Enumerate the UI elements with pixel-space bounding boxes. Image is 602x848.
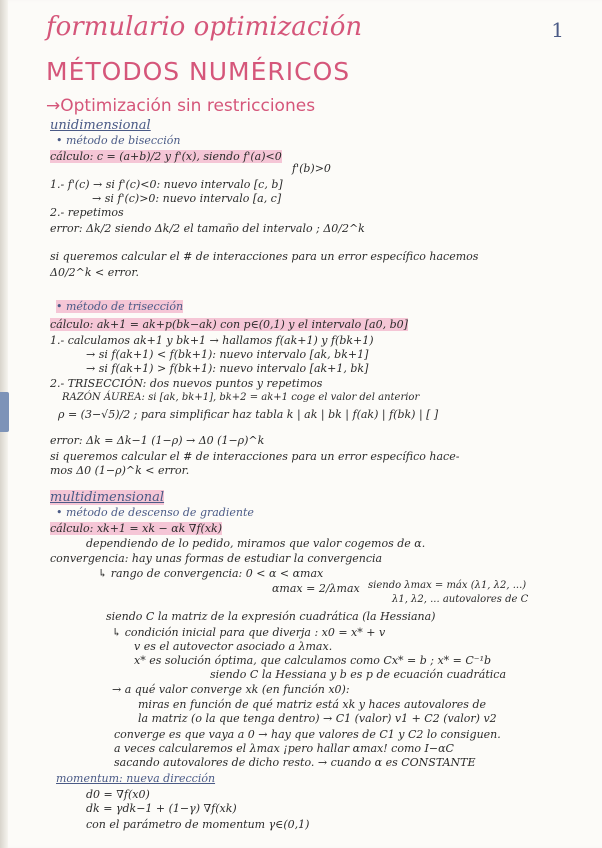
bisection-error: error: Δk/2 siendo Δk/2 el tamaño del intervalo ; Δ0/2^k (50, 222, 365, 235)
section-heading: →Optimización sin restricciones (46, 96, 316, 116)
gradient-xstar: x* es solución óptima, que calculamos como Cx* = b ; x* = C⁻¹b (134, 654, 492, 667)
gradient-vdef: v es el autovector asociado a λmax. (134, 640, 333, 653)
page-subtitle: MÉTODOS NUMÉRICOS (46, 57, 351, 86)
trisection-title (56, 300, 183, 313)
momentum-d0: d0 = ∇f(x0) (86, 788, 150, 801)
gradient-look-2: la matriz (o la que tenga dentro) → C1 (valor) v1 + C2 (valor) v2 (138, 712, 497, 725)
bisection-step1b: → si f'(c)>0: nuevo intervalo [a, c] (92, 192, 282, 205)
trisection-note-1: si queremos calcular el # de interacciones para un error específico hace- (50, 450, 460, 463)
gradient-xstar2: siendo C la Hessiana y b es p de ecuación cuadrática (210, 668, 507, 681)
gradient-init: ↳ condición inicial para que diverja : x0 = x* + v (112, 626, 386, 639)
gradient-saca: sacando autovalores de dicho resto. → cuando α es CONSTANTE (114, 756, 476, 769)
trisection-step2: 2.- TRISECCIÓN: dos nuevos puntos y repetimos (50, 377, 323, 390)
bisection-calc (50, 150, 282, 163)
momentum-param: con el parámetro de momentum γ∈(0,1) (86, 818, 310, 831)
trisection-step1a: → si f(ak+1) < f(bk+1): nuevo intervalo [ak, bk+1] (86, 348, 369, 361)
momentum-dk: dk = γdk−1 + (1−γ) ∇f(xk) (86, 802, 237, 815)
trisection-step1b: → si f(ak+1) > f(bk+1): nuevo intervalo [ak+1, bk] (86, 362, 369, 375)
bisection-cond-2: f'(b)>0 (292, 162, 331, 175)
uni-heading: unidimensional (50, 118, 151, 133)
momentum-title: momentum: nueva dirección (56, 772, 216, 785)
gradient-title: • método de descenso de gradiente (56, 506, 254, 519)
page-title: formulario optimización (46, 12, 363, 42)
gradient-conv2: converge es que vaya a 0 → hay que valores de C1 y C2 lo consiguen. (114, 728, 501, 741)
gradient-cdef: siendo C la matriz de la expresión cuadrática (la Hessiana) (106, 610, 436, 623)
gradient-range: ↳ rango de convergencia: 0 < α < αmax (98, 567, 324, 580)
trisection-step1: 1.- calculamos ak+1 y bk+1 → hallamos f(ak+1) y f(bk+1) (50, 334, 374, 347)
page-tab-marker (0, 392, 9, 432)
gradient-conv: convergencia: hay unas formas de estudiar la convergencia (50, 552, 383, 565)
gradient-calc (50, 522, 222, 535)
bisection-calc-text: cálculo: c = (a+b)/2 y f'(x), siendo f'(a)<0 (50, 150, 282, 163)
bisection-step2: 2.- repetimos (50, 206, 124, 219)
trisection-golden: RAZÓN ÁUREA: si [ak, bk+1], bk+2 = ak+1 coge el valor del anterior (62, 392, 420, 403)
page-number: 1 (551, 18, 564, 42)
gradient-amax: αmax = 2/λmax (272, 582, 360, 595)
multi-heading (50, 490, 164, 505)
trisection-calc (50, 318, 408, 331)
bisection-title: • método de bisección (56, 134, 181, 147)
gradient-look-1: miras en función de qué matriz está xk y haces autovalores de (138, 698, 486, 711)
gradient-lmax: siendo λmax = máx (λ1, λ2, ...) (368, 580, 527, 591)
trisection-title-text: • método de trisección (56, 300, 184, 313)
bisection-note-2: Δ0/2^k < error. (50, 266, 139, 279)
trisection-rho: ρ = (3−√5)/2 ; para simplificar haz tabla k | ak | bk | f(ak) | f(bk) | [ ] (58, 408, 439, 421)
gradient-times: a veces calcularemos el λmax ¡pero hallar αmax! como I−αC (114, 742, 454, 755)
trisection-note-2: mos Δ0 (1−ρ)^k < error. (50, 464, 190, 477)
bisection-note-1: si queremos calcular el # de interacciones para un error específico hacemos (50, 250, 479, 263)
multi-heading-text: multidimensional (50, 490, 165, 505)
gradient-eigs: λ1, λ2, ... autovalores de C (392, 594, 529, 605)
gradient-which: → a qué valor converge xk (en función x0): (112, 683, 350, 696)
trisection-error: error: Δk = Δk−1 (1−ρ) → Δ0 (1−ρ)^k (50, 434, 265, 447)
gradient-dep: dependiendo de lo pedido, miramos que valor cogemos de α. (86, 537, 426, 550)
gradient-calc-text: cálculo: xk+1 = xk − αk ∇f(xk) (50, 522, 222, 535)
trisection-calc-text: cálculo: ak+1 = ak+p(bk−ak) con p∈(0,1) y el intervalo [a0, b0] (50, 318, 408, 331)
bisection-step1: 1.- f'(c) → si f'(c)<0: nuevo intervalo [c, b] (50, 178, 283, 191)
